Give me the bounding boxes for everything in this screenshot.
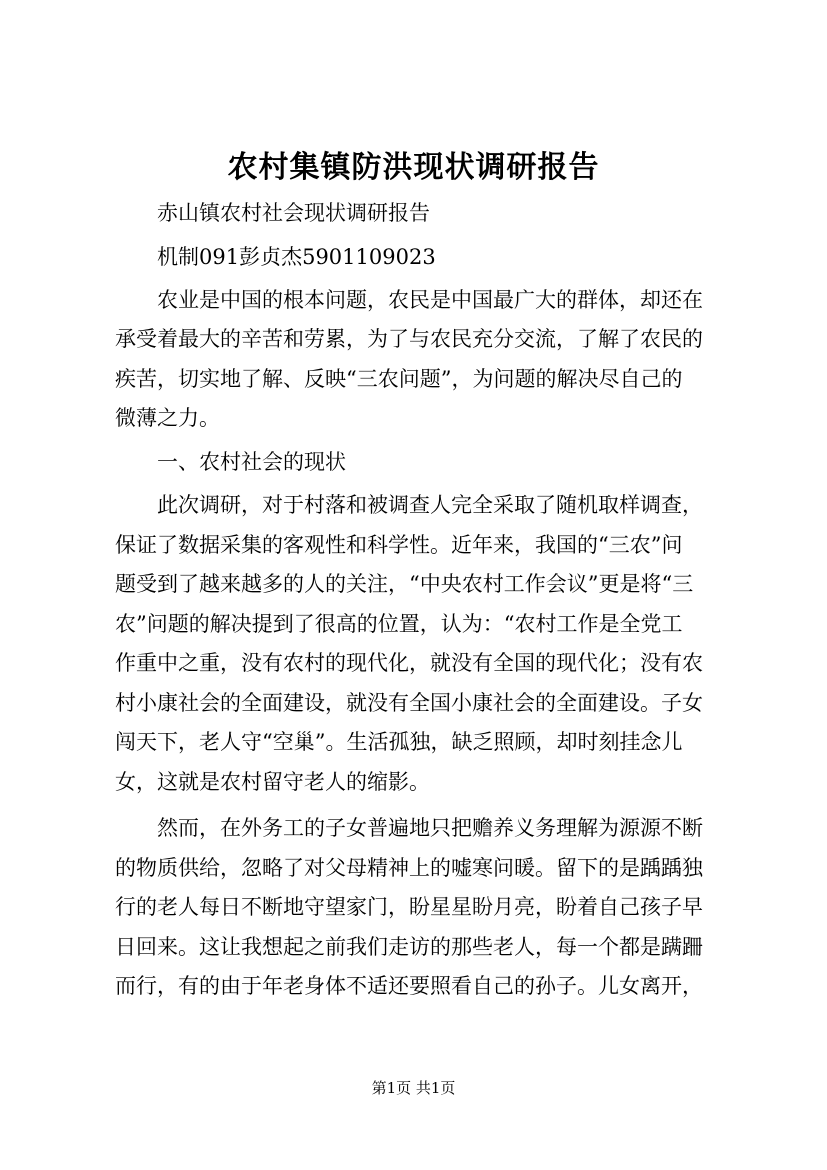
body-line: 而行，有的由于年老身体不适还要照看自己的孙子。儿女离开， xyxy=(115,974,703,998)
document-title: 农村集镇防洪现状调研报告 xyxy=(227,150,600,185)
body-line: 题受到了越来越多的人的关注，“中央农村工作会议”更是将“三 xyxy=(115,572,694,596)
body-line: 承受着最大的辛苦和劳累，为了与农民充分交流，了解了农民的 xyxy=(115,327,703,351)
body-line: 保证了数据采集的客观性和科学性。近年来，我国的“三农”问 xyxy=(115,533,683,557)
page-footer: 第1页 共1页 xyxy=(371,1079,456,1097)
body-line: 闯天下，老人守“空巢”。生活孤独，缺乏照顾，却时刻挂念儿 xyxy=(115,730,683,754)
body-line: 村小康社会的全面建设，就没有全国小康社会的全面建设。子女 xyxy=(115,691,703,715)
body-line: 农业是中国的根本问题，农民是中国最广大的群体，却还在 xyxy=(115,288,703,312)
body-line: 女，这就是农村留守老人的缩影。 xyxy=(115,770,430,794)
body-line: 作重中之重，没有农村的现代化，就没有全国的现代化；没有农 xyxy=(115,651,703,675)
body-line: 农”问题的解决提到了很高的位置，认为：“农村工作是全党工 xyxy=(115,612,683,636)
body-line: 微薄之力。 xyxy=(115,406,220,430)
body-line: 赤山镇农村社会现状调研报告 xyxy=(115,201,430,225)
body-line: 机制091彭贞杰5901109023 xyxy=(115,245,436,269)
body-line: 然而，在外务工的子女普遍地只把赡养义务理解为源源不断 xyxy=(115,816,703,840)
body-line: 行的老人每日不断地守望家门，盼星星盼月亮，盼着自己孩子早 xyxy=(115,895,703,919)
section-heading: 一、农村社会的现状 xyxy=(115,450,346,474)
body-line: 疾苦，切实地了解、反映“三农问题”，为问题的解决尽自己的 xyxy=(115,367,683,391)
body-line: 此次调研，对于村落和被调查人完全采取了随机取样调查， xyxy=(115,493,703,517)
body-line: 日回来。这让我想起之前我们走访的那些老人，每一个都是蹒跚 xyxy=(115,935,703,959)
body-line: 的物质供给，忽略了对父母精神上的嘘寒问暖。留下的是踽踽独 xyxy=(115,856,703,880)
